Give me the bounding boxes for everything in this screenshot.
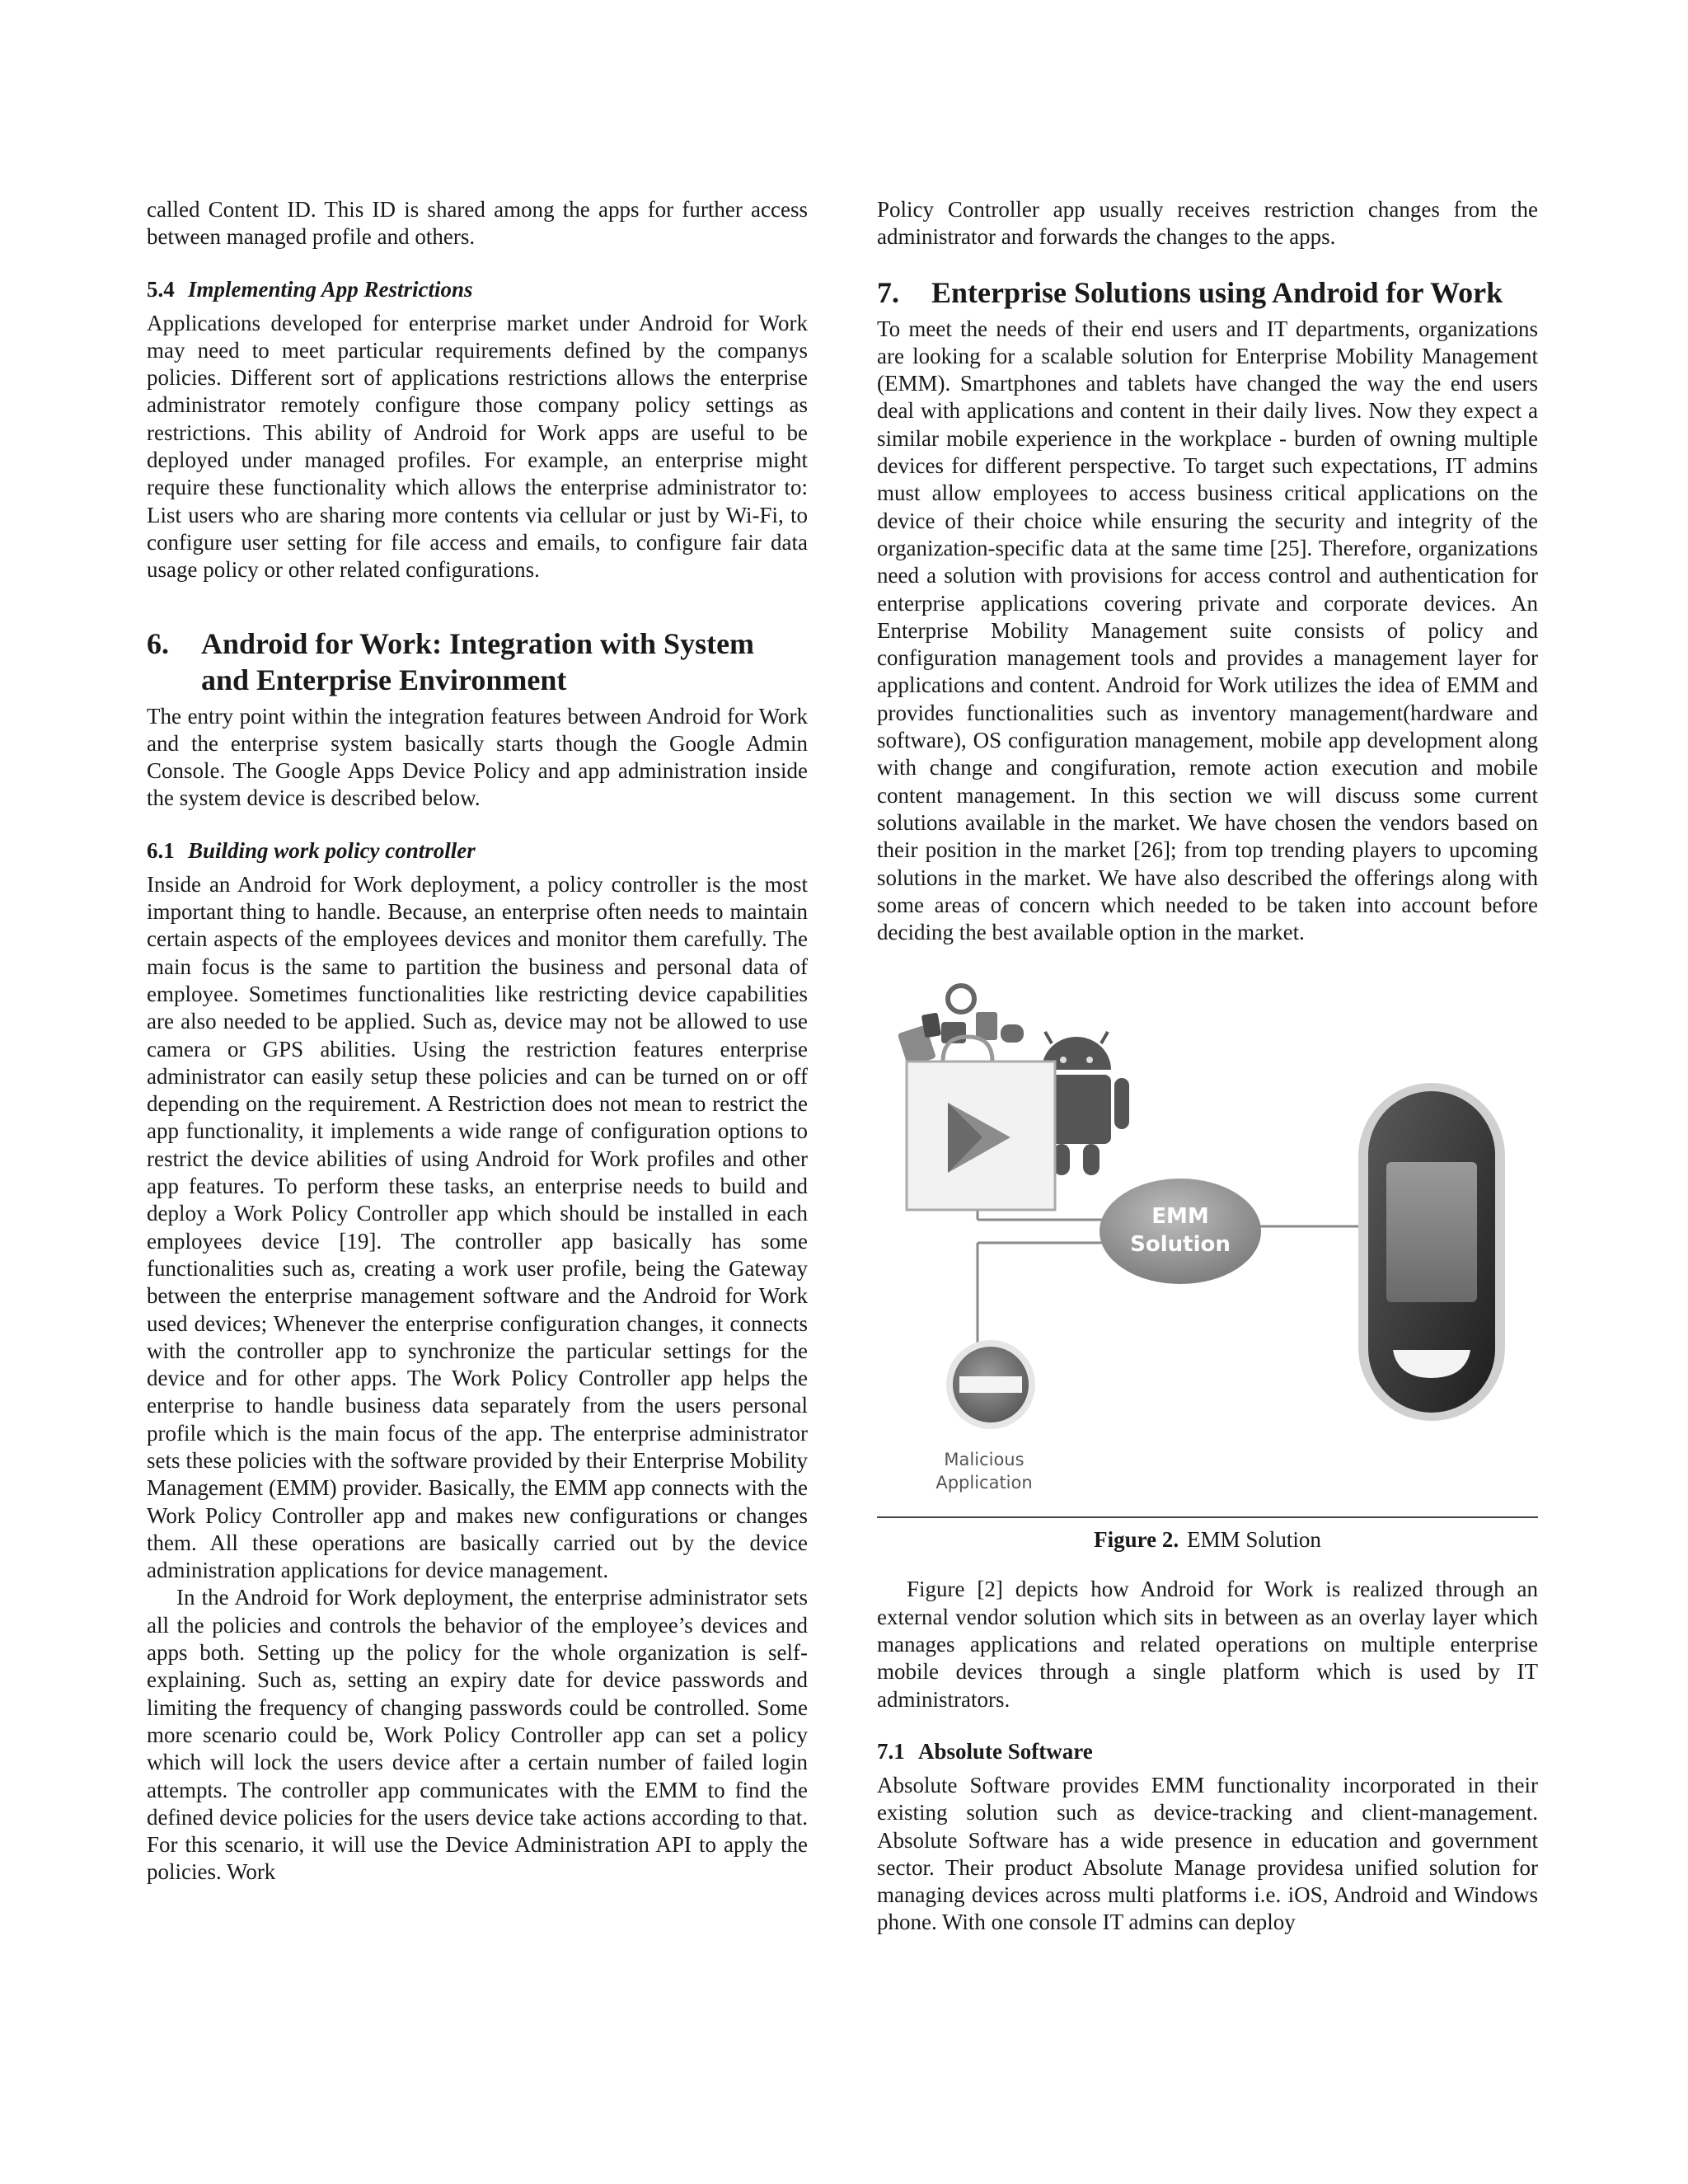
figure-rule [877,1516,1538,1518]
figure-emm-solution [877,979,1538,1516]
subsection-number: 5.4 [147,276,175,302]
paragraph-enterprise-solutions: To meet the needs of their end users and IT departments, organizations are looking for a scalable solution for Enterprise Mobility Management (EMM). Smartphones and tablets have changed the way the end users deal with applications and content in their daily lives. Now they expect a similar mobile experience in the workplace - burden of owning multiple devices for different perspective. To target such expectations, IT admins must allow employees to access business critical applications on the device of their choice while ensuring the security and integrity of the organization-specific data at the same time [25]. Therefore, organizations need a solution with provisions for access control and authentication for enterprise applications covering private and corporate devices. An Enterprise Mobility Management suite consists of policy and configuration management tools and provides a management layer for applications and content. Android for Work utilizes the idea of EMM and provides functionalities such as inventory management(hardware and software), OS configuration management, mobile app development along with change and congifuration, remote action execution and mobile content management. In this section we will discuss some current solutions available in the market. We have chosen the vendors based on their position in the market [26]; from top trending players to upcoming solutions in the market. We have also described the offerings along with some areas of concern which needed to be taken into account before deciding the best available option in the market. [877,316,1538,945]
subsection-title: Building work policy controller [188,837,476,863]
paragraph-policy-controller: Inside an Android for Work deployment, a policy controller is the most important thing to handle. Because, an enterprise often needs to maintain certain aspects of the employees devices and monitor them carefully. The main focus is the same to partition the business and personal data of employee. Sometimes functionalities like restricting device capabilities are also needed to be applied. Such as, device may not be allowed to use camera or GPS abilities. Using the restriction features enterprise administrator can easily setup these policies and can be turned on or off depending on the requirement. A Restriction does not mean to restrict the app functionality, it implements a wide range of configuration options to restrict the device abilities of using Android for Work profiles and other app features. To perform these tasks, an enterprise needs to build and deploy a Work Policy Controller app which should be installed in each employees device [19]. The controller app basically has some functionalities such as, creating a work user profile, being the Gateway between the enterprise management software and the Android for Work used devices; Whenever the enterprise configuration changes, it connects with the controller app to synchronize the particular settings for the device and for other apps. The Work Policy Controller app helps the enterprise to handle business data separately from the users personal profile which is the main focus of the app. The enterprise administrator sets these policies with the software provided by their Enterprise Mobility Management (EMM) provider. Basically, the EMM app connects with the Work Policy Controller app and makes new configurations or changes them. All these operations are basically carried out by the device administration applications for device management. [147,871,808,1583]
left-column [147,196,808,1886]
subsection-6-1-heading [147,837,808,865]
emm-label-line-2: Solution [1130,1232,1231,1258]
paragraph-integration: The entry point within the integration features between Android for Work and the enterprise system basically starts though the Google Admin Console. The Google Apps Device Policy and app administration inside the system device is described below. [147,703,808,811]
paragraph-policy-continued: Policy Controller app usually receives restriction changes from the administrator and forwards the changes to the apps. [877,197,1538,250]
caption-label: Figure 2. [1094,1527,1179,1553]
emm-solution-node [1100,1179,1261,1284]
paragraph-content-id: called Content ID. This ID is shared among the apps for further access between managed profile and others. [147,197,808,250]
subsection-number: 6.1 [147,837,175,863]
play-store-icon [907,1037,1055,1210]
section-7-heading [877,274,1538,311]
section-number: 6. [147,626,169,660]
section-title-line-2: and Enterprise Environment [201,663,567,696]
paragraph-absolute-software: Absolute Software provides EMM functionality incorporated in their existing solution such as device-tracking and client-management. Absolute Software has a wide presence in education and government sector. Their product Absolute Manage providesa unified solution for managing devices across multi platforms i.e. iOS, Android and Windows phone. With one console IT admins can deploy [877,1772,1538,1935]
malicious-label-line-2: Application [935,1473,1033,1493]
right-column [877,196,1538,1937]
paragraph-figure-description: Figure [2] depicts how Android for Work is realized through an external vendor solution which sits in between as an overlay layer which manages applications and related operations on multiple enterprise mobile devices through a single platform which is used by IT administrators. [877,1577,1538,1712]
subsection-5-4-heading [147,276,808,303]
figure-caption [877,1523,1538,1556]
malicious-label-line-1: Malicious [944,1450,1025,1470]
malicious-application-icon [946,1340,1035,1429]
subsection-7-1-heading [877,1738,1538,1765]
emm-label-line-1: EMM [1151,1204,1209,1230]
section-title: Enterprise Solutions using Android for Work [931,275,1503,309]
section-title-line-1: Android for Work: Integration with System [201,626,755,660]
subsection-title: Implementing App Restrictions [188,276,473,302]
mobile-device-icon [1358,1083,1505,1421]
caption-text: EMM Solution [1187,1527,1321,1553]
subsection-number: 7.1 [877,1738,905,1764]
section-number: 7. [877,275,899,309]
section-6-heading [147,626,808,698]
subsection-title: Absolute Software [918,1738,1093,1764]
paragraph-deployment: In the Android for Work deployment, the enterprise administrator sets all the policies and controls the behavior of the employee’s devices and apps both. Setting up the policy for the whole organization is self-explaining. Such as, setting an expiry date for device passwords and limiting the frequency of changing passwords could be controlled. Some more scenario could be, Work Policy Controller app can set a policy which will lock the users device after a certain number of failed login attempts. The controller app communicates with the EMM to find the defined device policies for the users device take actions according to that. For this scenario, it will use the Device Administration API to apply the policies. Work [147,1585,808,1885]
emm-diagram [877,979,1538,1516]
paragraph-app-restrictions: Applications developed for enterprise market under Android for Work may need to meet particular requirements defined by the companys policies. Different sort of applications restrictions allows the enterprise administrator remotely configure those company policy settings as restrictions. This ability of Android for Work apps are useful to be deployed under managed profiles. For example, an enterprise might require these functionality which allows the enterprise administrator to: List users who are sharing more contents via cellular or just by Wi-Fi, to configure user setting for file access and emails, to configure fair data usage policy or other related configurations. [147,310,808,583]
app-icons-icon [898,986,1024,1066]
